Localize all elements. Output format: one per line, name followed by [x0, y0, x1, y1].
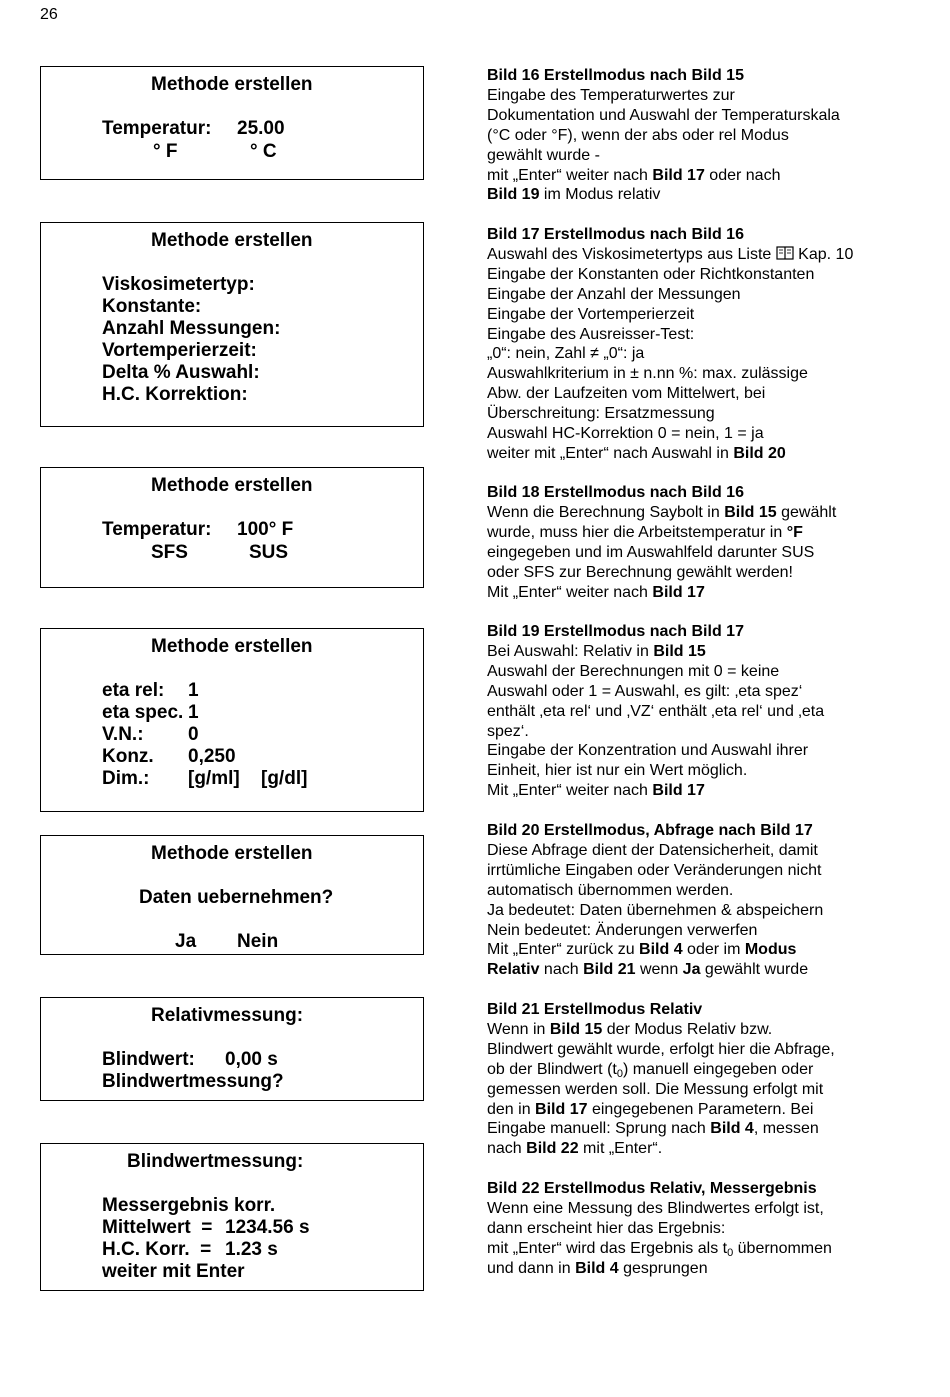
- description-line: Wenn in Bild 15 der Modus Relativ bzw.: [487, 1020, 773, 1038]
- next-hint: weiter mit Enter: [102, 1261, 245, 1282]
- description-line: Eingabe der Konstanten oder Richtkonstanten: [487, 265, 815, 283]
- screen-title: Methode erstellen: [151, 74, 313, 95]
- description-bild-20: [487, 821, 927, 980]
- description-line: oder SFS zur Berechnung gewählt werden!: [487, 563, 793, 581]
- row-value: 0: [188, 724, 199, 745]
- hc-correction-value: 1.23 s: [225, 1239, 278, 1260]
- confirm-question: Daten uebernehmen?: [139, 887, 334, 908]
- description-line: gemessen werden soll. Die Messung erfolgt mit: [487, 1080, 824, 1098]
- description-line: weiter mit „Enter“ nach Auswahl in Bild 20: [487, 444, 786, 462]
- description-line: Überschreitung: Ersatzmessung: [487, 405, 715, 423]
- description-line: wurde, muss hier die Arbeitstemperatur in °F: [487, 523, 803, 541]
- description-line: und dann in Bild 4 gesprungen: [487, 1259, 708, 1277]
- temperature-label: Temperatur:: [102, 118, 212, 139]
- screen-title: Methode erstellen: [151, 230, 313, 251]
- description-line: Wenn eine Messung des Blindwertes erfolgt ist,: [487, 1199, 824, 1217]
- description-line: Ja bedeutet: Daten übernehmen & abspeichern: [487, 901, 824, 919]
- description-heading: Bild 21 Erstellmodus Relativ: [487, 1001, 703, 1018]
- screen-title: Blindwertmessung:: [127, 1151, 304, 1172]
- description-line: nach Bild 22 mit „Enter“.: [487, 1140, 663, 1158]
- blank-value: 0,00 s: [225, 1049, 278, 1070]
- screen-title: Methode erstellen: [151, 843, 313, 864]
- description-line: Einheit, hier ist nur ein Wert möglich.: [487, 762, 748, 780]
- description-line: Eingabe der Konzentration und Auswahl ihrer: [487, 742, 809, 760]
- temperature-value: 100° F: [237, 519, 294, 540]
- row-label: Konz.: [102, 746, 154, 767]
- screen-bild-22: [40, 1143, 424, 1291]
- description-bild-16: [487, 66, 927, 205]
- description-line: Eingabe des Ausreisser-Test:: [487, 325, 695, 343]
- description-heading: Bild 17 Erstellmodus nach Bild 16: [487, 226, 744, 243]
- description-heading: Bild 19 Erstellmodus nach Bild 17: [487, 623, 744, 640]
- blank-measurement-question: Blindwertmessung?: [102, 1071, 284, 1092]
- description-line: Abw. der Laufzeiten vom Mittelwert, bei: [487, 385, 766, 403]
- row-value: 1: [188, 702, 199, 723]
- row-value: 0,250: [188, 746, 236, 767]
- blank-value-label: Blindwert:: [102, 1049, 195, 1070]
- option-no: Nein: [237, 931, 279, 952]
- description-line: eingegeben und im Auswahlfeld darunter SUS: [487, 543, 815, 561]
- description-bild-21: [487, 1000, 927, 1159]
- field-measurement-count: Anzahl Messungen:: [102, 318, 281, 339]
- description-line: Eingabe manuell: Sprung nach Bild 4, messen: [487, 1120, 819, 1138]
- row-label: Dim.:: [102, 768, 150, 789]
- option-sfs: SFS: [151, 542, 188, 563]
- unit-celsius: ° C: [250, 141, 277, 162]
- option-sus: SUS: [249, 542, 289, 563]
- temperature-value: 25.00: [237, 118, 285, 139]
- description-line: ob der Blindwert $(t_0)$ manuell eingegeben oder: [487, 1060, 814, 1080]
- description-line: Mit „Enter“ zurück zu Bild 4 oder im Modus: [487, 941, 797, 959]
- row-value: 1: [188, 680, 199, 701]
- description-line: Eingabe der Anzahl der Messungen: [487, 285, 741, 303]
- description-line: dann erscheint hier das Ergebnis:: [487, 1219, 726, 1237]
- book-icon: [776, 246, 794, 260]
- description-line: mit „Enter“ wird das Ergebnis als $t_0$ übernommen: [487, 1239, 832, 1259]
- description-line: Dokumentation und Auswahl der Temperaturskala: [487, 106, 840, 124]
- description-line: den in Bild 17 eingegebenen Parametern. Bei: [487, 1100, 814, 1118]
- hc-correction-label: H.C. Korr. =: [102, 1239, 212, 1260]
- description-line: Auswahl HC-Korrektion 0 = nein, 1 = ja: [487, 425, 764, 443]
- row-label: eta spec.: [102, 702, 184, 723]
- description-line: „0“: nein, Zahl ≠ „0“: ja: [487, 345, 645, 363]
- description-heading: Bild 16 Erstellmodus nach Bild 15: [487, 67, 744, 84]
- description-line: Wenn die Berechnung Saybolt in Bild 15 gewählt: [487, 503, 837, 521]
- screen-bild-16: [40, 66, 424, 180]
- field-hc-correction: H.C. Korrektion:: [102, 384, 248, 405]
- field-pretemper-time: Vortemperierzeit:: [102, 340, 257, 361]
- description-line: Relativ nach Bild 21 wenn Ja gewählt wurde: [487, 961, 809, 979]
- description-line: Diese Abfrage dient der Datensicherheit, damit: [487, 841, 818, 859]
- description-line: Auswahl oder 1 = Auswahl, es gilt: ‚eta spez‘: [487, 682, 803, 700]
- temperature-label: Temperatur:: [102, 519, 212, 540]
- description-line: enthält ‚eta rel‘ und ‚VZ‘ enthält ‚eta rel‘ und ‚eta: [487, 702, 825, 720]
- description-line: Blindwert gewählt wurde, erfolgt hier die Abfrage,: [487, 1040, 835, 1058]
- description-line: Bild 19 im Modus relativ: [487, 186, 661, 204]
- description-line: Auswahl des Viskosimetertyps aus Liste Kap. 10: [487, 245, 854, 263]
- description-bild-22: [487, 1179, 927, 1279]
- description-heading: Bild 22 Erstellmodus Relativ, Messergebnis: [487, 1180, 817, 1197]
- screen-bild-19: [40, 628, 424, 812]
- description-line: mit „Enter“ weiter nach Bild 17 oder nach: [487, 166, 781, 184]
- row-label: V.N.:: [102, 724, 144, 745]
- row-value-alt: [g/dl]: [261, 768, 308, 789]
- result-label: Messergebnis korr.: [102, 1195, 276, 1216]
- description-line: automatisch übernommen werden.: [487, 881, 734, 899]
- description-line: Auswahl der Berechnungen mit 0 = keine: [487, 662, 780, 680]
- description-line: Mit „Enter“ weiter nach Bild 17: [487, 583, 705, 601]
- screen-bild-21: [40, 997, 424, 1101]
- row-value: [g/ml]: [188, 768, 240, 789]
- row-label: eta rel:: [102, 680, 165, 701]
- mean-label: Mittelwert =: [102, 1217, 213, 1238]
- option-yes: Ja: [175, 931, 197, 952]
- mean-value: 1234.56 s: [225, 1217, 310, 1238]
- description-heading: Bild 18 Erstellmodus nach Bild 16: [487, 484, 744, 501]
- field-viscometer-type: Viskosimetertyp:: [102, 274, 255, 295]
- description-bild-18: [487, 483, 927, 602]
- screen-title: Methode erstellen: [151, 636, 313, 657]
- description-line: gewählt wurde -: [487, 146, 600, 164]
- description-line: (°C oder °F), wenn der abs oder rel Modus: [487, 126, 789, 144]
- description-bild-17: [487, 225, 927, 464]
- screen-title: Methode erstellen: [151, 475, 313, 496]
- screen-bild-20: [40, 835, 424, 955]
- description-line: Eingabe des Temperaturwertes zur: [487, 86, 735, 104]
- description-bild-19: [487, 622, 927, 801]
- description-line: Auswahlkriterium in ± n.nn %: max. zulässige: [487, 365, 808, 383]
- description-line: Nein bedeutet: Änderungen verwerfen: [487, 921, 758, 939]
- unit-fahrenheit: ° F: [153, 141, 178, 162]
- screen-title: Relativmessung:: [151, 1005, 304, 1026]
- page-number: 26: [40, 6, 58, 23]
- description-heading: Bild 20 Erstellmodus, Abfrage nach Bild 17: [487, 822, 813, 839]
- description-line: Mit „Enter“ weiter nach Bild 17: [487, 782, 705, 800]
- description-line: irrtümliche Eingaben oder Veränderungen nicht: [487, 861, 822, 879]
- description-line: Eingabe der Vortemperierzeit: [487, 305, 695, 323]
- field-constant: Konstante:: [102, 296, 202, 317]
- description-line: spez‘.: [487, 722, 529, 740]
- field-delta-percent: Delta % Auswahl:: [102, 362, 260, 383]
- screen-bild-18: [40, 467, 424, 588]
- description-line: Bei Auswahl: Relativ in Bild 15: [487, 642, 706, 660]
- screen-bild-17: [40, 222, 424, 427]
